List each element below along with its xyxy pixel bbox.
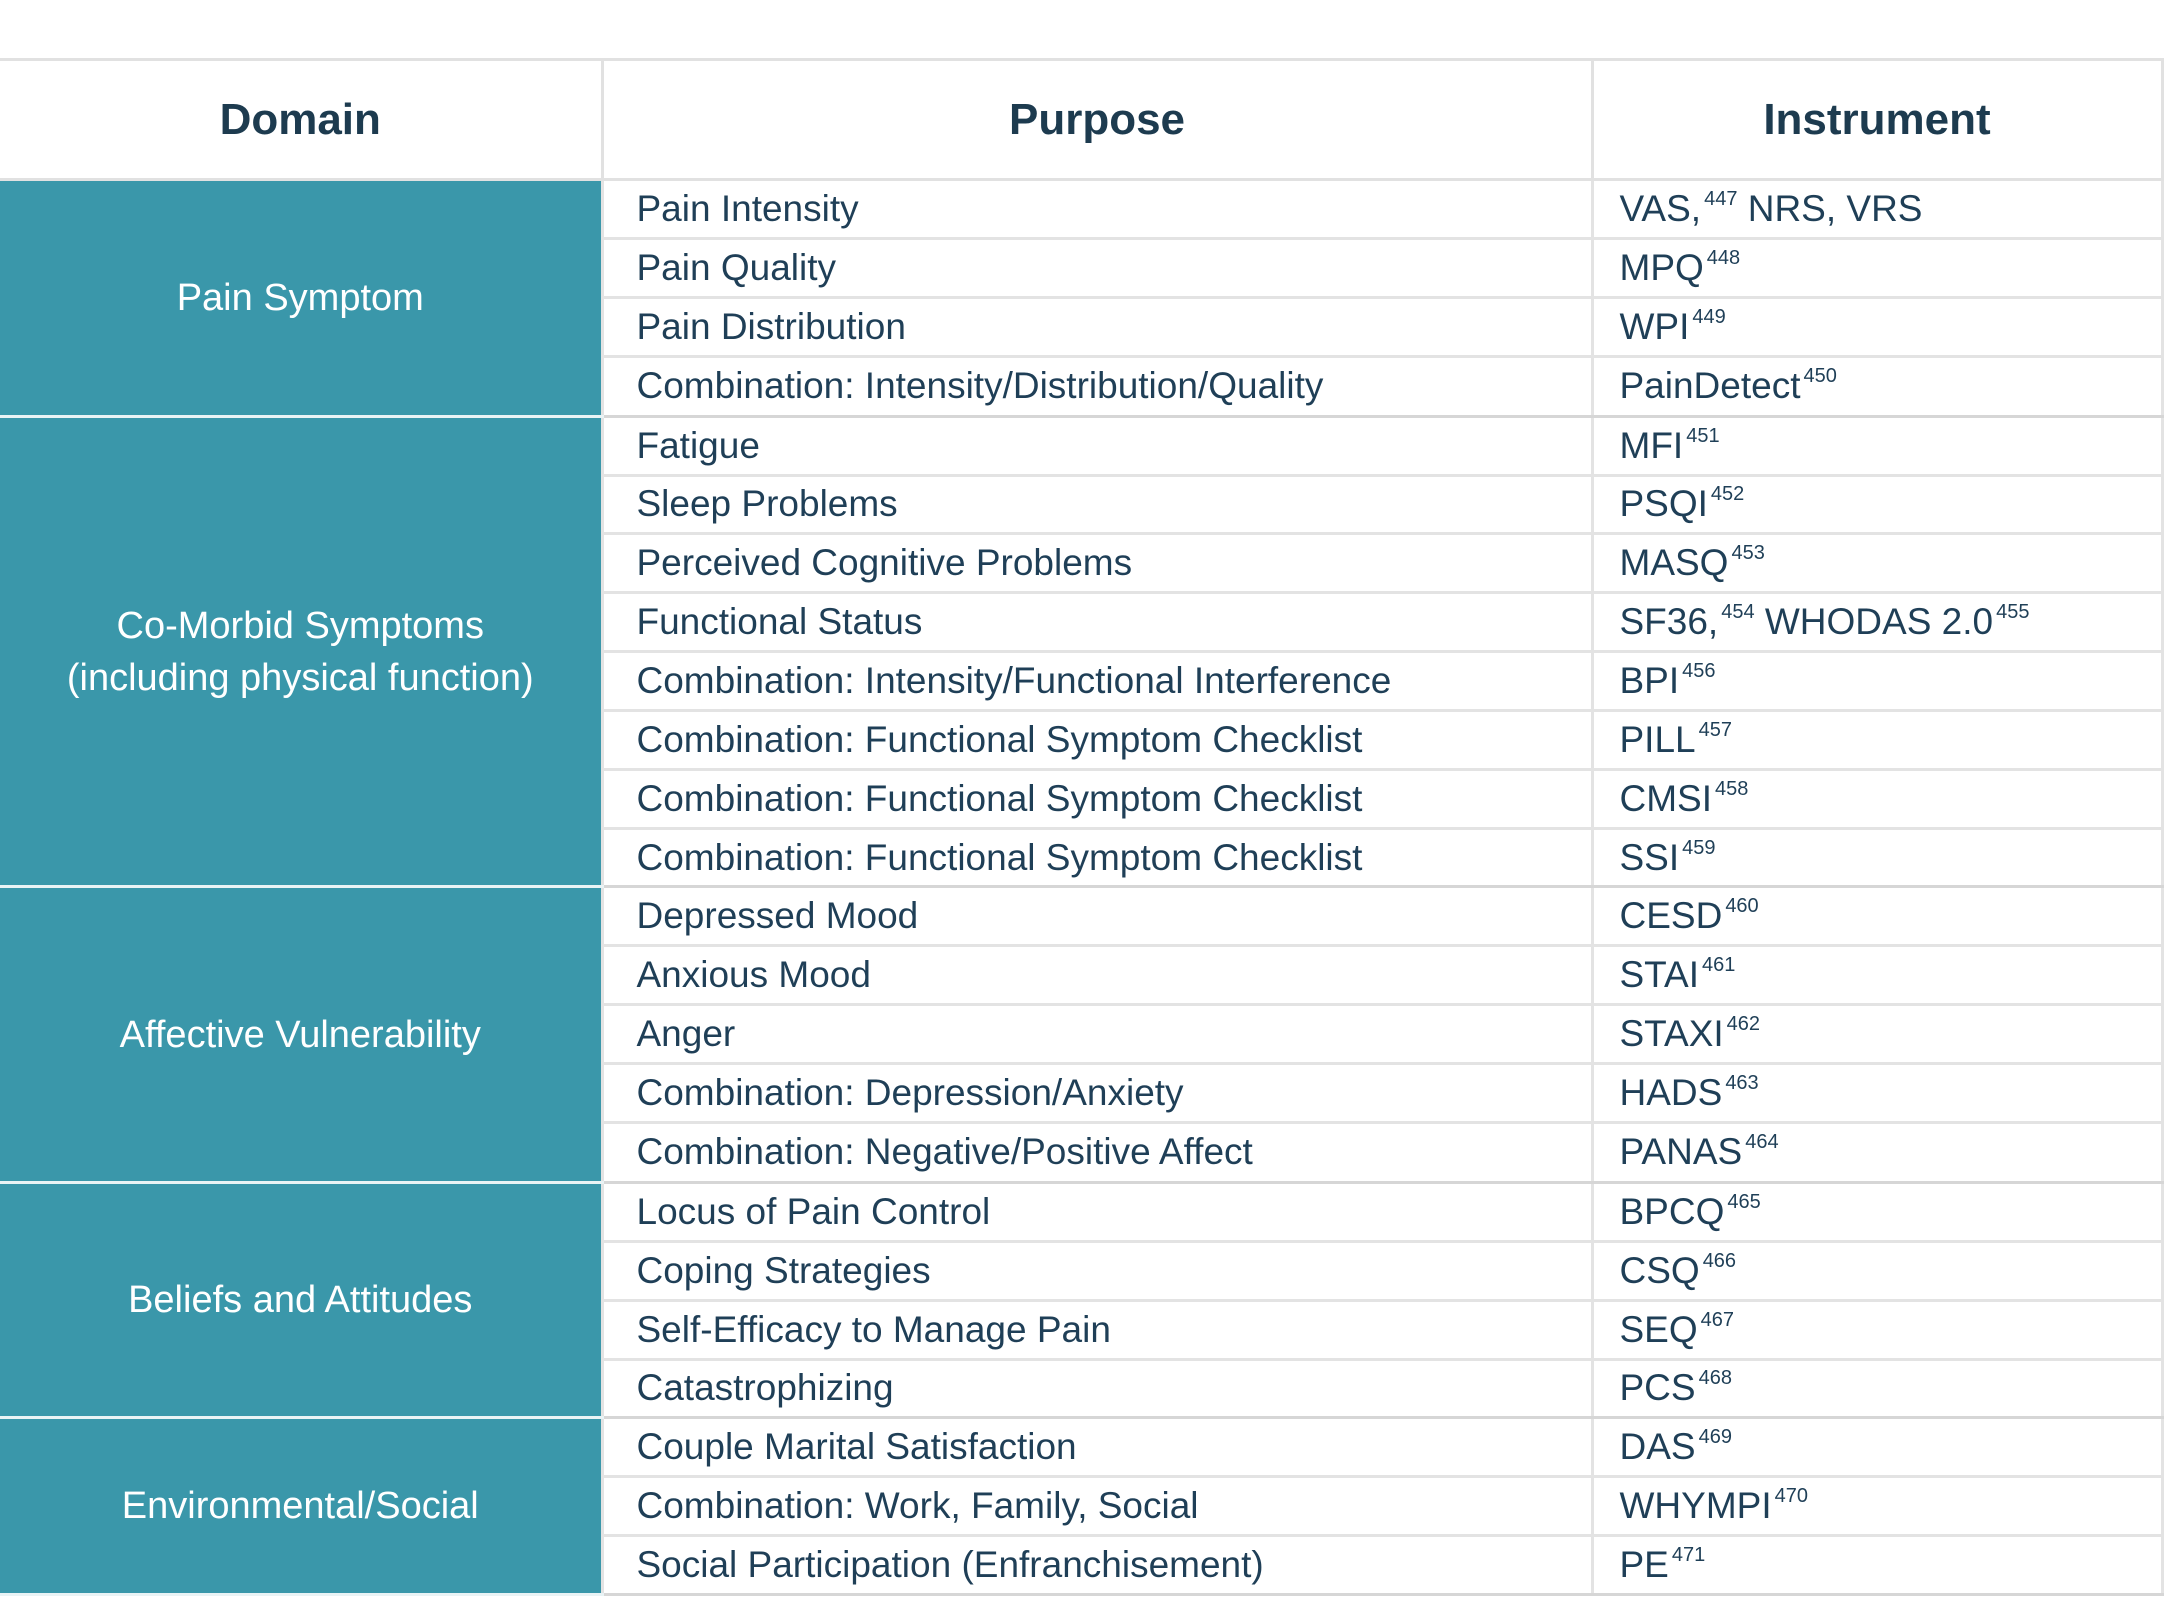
instrument-name: HADS [1619, 1071, 1723, 1113]
purpose-cell: Anxious Mood [602, 946, 1592, 1005]
reference-number: 463 [1725, 1071, 1759, 1094]
reference-number: 460 [1725, 895, 1759, 918]
purpose-cell: Depressed Mood [602, 887, 1592, 946]
instrument-cell [1592, 1182, 2162, 1241]
instrument-cell [1592, 1122, 2162, 1182]
instrument-cell [1592, 887, 2162, 946]
instrument-cell [1592, 1359, 2162, 1418]
instrument-cell [1592, 1300, 2162, 1359]
reference-number: 454 [1721, 601, 1755, 624]
instrument-name: WPI [1619, 305, 1690, 347]
reference-number: 456 [1682, 659, 1716, 682]
assessment-table [0, 58, 2164, 1596]
instrument-cell [1592, 593, 2162, 652]
reference-number: 457 [1698, 718, 1732, 741]
reference-number: 450 [1803, 365, 1837, 388]
purpose-cell: Combination: Work, Family, Social [602, 1477, 1592, 1536]
purpose-cell: Pain Distribution [602, 297, 1592, 356]
instrument-cell [1592, 297, 2162, 356]
instrument-cell [1592, 1063, 2162, 1122]
instrument-name: STAXI [1619, 1013, 1724, 1055]
header-purpose: Purpose [602, 60, 1592, 180]
purpose-cell: Coping Strategies [602, 1241, 1592, 1300]
instrument-name: MASQ [1619, 542, 1729, 584]
instrument-name: SSI [1619, 836, 1680, 878]
instrument-cell [1592, 652, 2162, 711]
reference-number: 469 [1698, 1426, 1732, 1449]
table-row [0, 1418, 2162, 1477]
instrument-name: SF36, [1619, 601, 1719, 643]
instrument-cell [1592, 946, 2162, 1005]
table-body [0, 180, 2162, 1595]
purpose-cell: Perceived Cognitive Problems [602, 534, 1592, 593]
domain-cell [0, 1418, 602, 1595]
reference-number: 459 [1682, 836, 1716, 859]
table-row [0, 1182, 2162, 1241]
instrument-cell [1592, 1477, 2162, 1536]
instrument-name: PainDetect [1619, 365, 1801, 407]
purpose-cell: Combination: Functional Symptom Checklist [602, 769, 1592, 828]
instrument-cell [1592, 710, 2162, 769]
domain-label: Beliefs and Attitudes [128, 1279, 473, 1322]
reference-number: 467 [1700, 1308, 1735, 1331]
instrument-name-secondary: NRS, VRS [1747, 187, 1923, 229]
domain-cell [0, 1182, 602, 1417]
purpose-cell: Catastrophizing [602, 1359, 1592, 1418]
reference-number: 464 [1745, 1131, 1779, 1154]
reference-number: 452 [1710, 483, 1745, 506]
instrument-cell [1592, 1241, 2162, 1300]
reference-number: 468 [1698, 1367, 1732, 1390]
instrument-name: SEQ [1619, 1308, 1698, 1350]
reference-number: 471 [1671, 1544, 1706, 1567]
reference-number: 451 [1686, 424, 1720, 447]
instrument-name: PILL [1619, 718, 1696, 760]
purpose-cell: Pain Quality [602, 238, 1592, 297]
instrument-name: BPI [1619, 659, 1680, 701]
purpose-cell: Couple Marital Satisfaction [602, 1418, 1592, 1477]
purpose-cell: Combination: Negative/Positive Affect [602, 1122, 1592, 1182]
purpose-cell: Combination: Functional Symptom Checklist [602, 828, 1592, 887]
instrument-cell [1592, 828, 2162, 887]
instrument-name: PSQI [1619, 483, 1708, 525]
domain-cell [0, 180, 602, 417]
reference-number: 448 [1706, 246, 1741, 269]
table-row [0, 416, 2162, 475]
purpose-cell: Combination: Functional Symptom Checklist [602, 710, 1592, 769]
instrument-name: MPQ [1619, 246, 1704, 288]
instrument-cell [1592, 1005, 2162, 1064]
reference-number: 470 [1774, 1485, 1808, 1508]
reference-number: 466 [1702, 1249, 1737, 1272]
purpose-cell: Sleep Problems [602, 475, 1592, 534]
reference-number: 447 [1704, 187, 1738, 210]
instrument-name: VAS, [1619, 187, 1702, 229]
instrument-cell [1592, 1418, 2162, 1477]
reference-number: 455 [1996, 601, 2030, 624]
reference-number: 462 [1726, 1013, 1761, 1036]
instrument-name: PANAS [1619, 1131, 1743, 1173]
purpose-cell: Fatigue [602, 416, 1592, 475]
instrument-name: STAI [1619, 954, 1699, 996]
instrument-name: WHYMPI [1619, 1485, 1772, 1527]
instrument-cell [1592, 475, 2162, 534]
purpose-cell: Functional Status [602, 593, 1592, 652]
instrument-name-secondary: WHODAS 2.0 [1764, 601, 1994, 643]
purpose-cell: Combination: Intensity/Distribution/Quality [602, 356, 1592, 416]
header-row [0, 60, 2162, 180]
purpose-cell: Locus of Pain Control [602, 1182, 1592, 1241]
reference-number: 461 [1702, 954, 1736, 977]
instrument-cell [1592, 238, 2162, 297]
instrument-cell [1592, 1536, 2162, 1595]
header-instrument: Instrument [1592, 60, 2162, 180]
instrument-cell [1592, 356, 2162, 416]
instrument-cell [1592, 416, 2162, 475]
purpose-cell: Self-Efficacy to Manage Pain [602, 1300, 1592, 1359]
instrument-cell [1592, 769, 2162, 828]
assessment-table-page [0, 58, 2162, 1596]
instrument-cell [1592, 534, 2162, 593]
domain-label: (including physical function) [66, 656, 534, 699]
table-row [0, 887, 2162, 946]
reference-number: 453 [1731, 542, 1765, 565]
domain-label: Co-Morbid Symptoms [116, 604, 484, 647]
header-domain: Domain [0, 60, 602, 180]
purpose-cell: Combination: Intensity/Functional Interference [602, 652, 1592, 711]
table-row [0, 180, 2162, 239]
instrument-cell [1592, 180, 2162, 239]
domain-cell [0, 416, 602, 887]
purpose-cell: Social Participation (Enfranchisement) [602, 1536, 1592, 1595]
instrument-name: DAS [1619, 1426, 1696, 1468]
reference-number: 465 [1727, 1190, 1761, 1213]
purpose-cell: Anger [602, 1005, 1592, 1064]
instrument-name: CESD [1619, 895, 1723, 937]
domain-label: Affective Vulnerability [119, 1013, 481, 1056]
instrument-name: CMSI [1619, 777, 1712, 819]
purpose-cell: Pain Intensity [602, 180, 1592, 239]
instrument-name: PE [1619, 1544, 1669, 1586]
purpose-cell: Combination: Depression/Anxiety [602, 1063, 1592, 1122]
domain-label: Environmental/Social [121, 1485, 479, 1528]
reference-number: 449 [1692, 305, 1726, 328]
domain-label: Pain Symptom [176, 276, 424, 319]
table-header [0, 60, 2162, 180]
reference-number: 458 [1715, 777, 1749, 800]
domain-cell [0, 887, 602, 1183]
instrument-name: MFI [1619, 424, 1684, 466]
instrument-name: BPCQ [1619, 1190, 1725, 1232]
instrument-name: PCS [1619, 1367, 1696, 1409]
instrument-name: CSQ [1619, 1249, 1700, 1291]
